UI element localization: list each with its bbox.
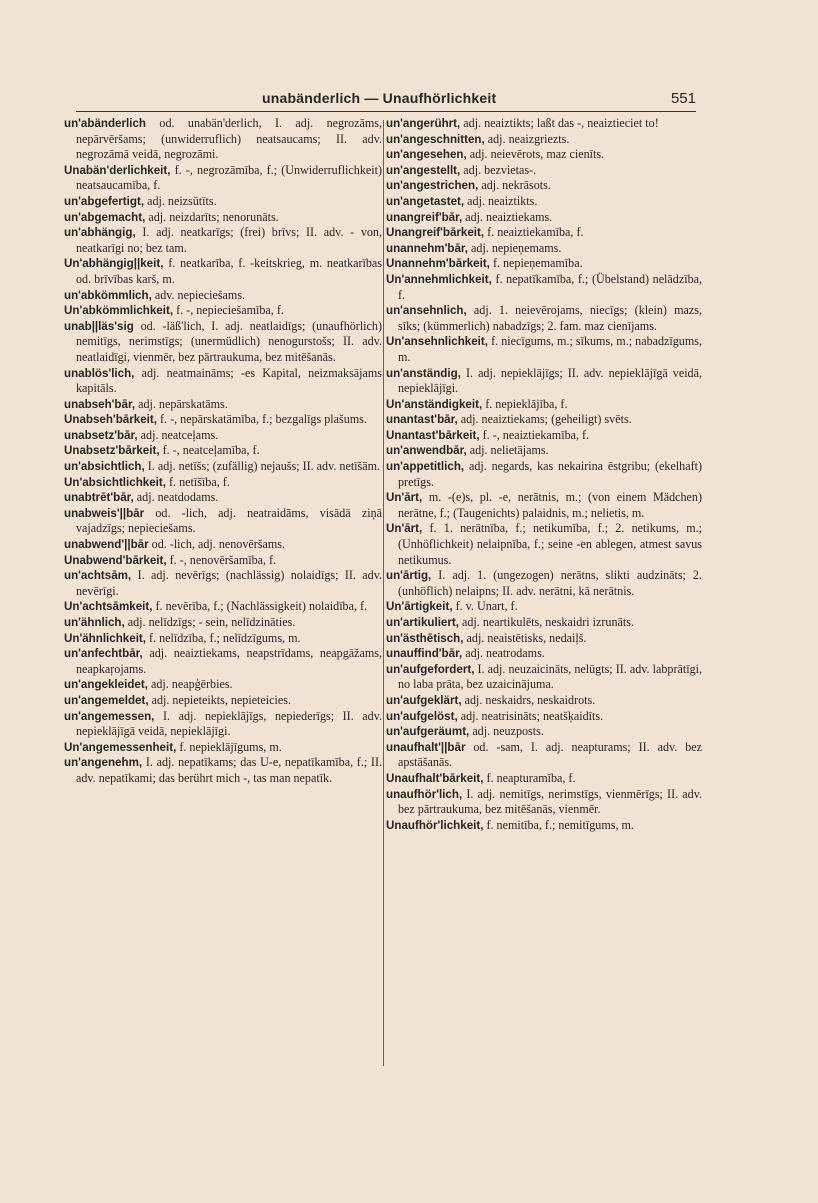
entry-definition: adj. neaizgriezts. — [487, 131, 570, 146]
page-number: 551 — [670, 90, 696, 107]
entry-definition: I. adj. netīšs; (zufällig) nejaušs; II. adv. netīšām. — [147, 459, 381, 474]
dictionary-entry — [386, 132, 702, 148]
right-column — [386, 116, 702, 833]
dictionary-entry — [64, 366, 382, 397]
entry-headword: Unabän'derlichkeit, — [64, 163, 171, 177]
entry-headword: unannehm'bār, — [386, 241, 468, 255]
dictionary-entry — [386, 615, 702, 631]
entry-definition: adj. nepārskatāms. — [138, 396, 228, 411]
entry-headword: un'absichtlich, — [64, 460, 145, 474]
entry-headword: unabtrēt'bār, — [64, 491, 134, 505]
entry-definition: adj. nelīdzīgs; - sein, nelīdzināties. — [127, 615, 296, 629]
dictionary-entry — [64, 677, 382, 693]
entry-headword: Un'ārtigkeit, — [386, 600, 453, 614]
dictionary-entry — [64, 693, 382, 709]
entry-definition: adj. nelietājams. — [469, 443, 549, 458]
entry-definition: f. nepieklājība, f. — [485, 396, 568, 411]
dictionary-entry — [64, 599, 382, 615]
entry-definition: f. neapturamība, f. — [486, 770, 576, 785]
dictionary-entry — [64, 210, 382, 226]
entry-definition: f. nepieņemamība. — [492, 256, 583, 271]
entry-headword: Un'absichtlichkeit, — [64, 475, 166, 489]
dictionary-entry — [386, 693, 702, 709]
dictionary-entry — [386, 662, 702, 693]
dictionary-entry — [64, 194, 382, 210]
dictionary-entry — [64, 631, 382, 647]
entry-headword: Un'anständigkeit, — [386, 397, 483, 411]
entry-headword: unab||läs'sig — [64, 319, 134, 333]
entry-definition: adj. nepieteikts, nepieteicies. — [151, 692, 291, 707]
entry-definition: od. -sam, I. adj. neapturams; II. adv. bez apstāšanās. — [398, 739, 702, 770]
entry-headword: un'aufgefordert, — [386, 662, 475, 676]
entry-definition: m. -(e)s, pl. -e, nerātnis, m.; (von einem Mädchen) nerātne, f.; (Taugenichts) palaidnis, m.; nelietis, m. — [398, 490, 702, 520]
entry-headword: unabwend'||bār — [64, 538, 149, 552]
entry-definition: adj. neaiztikts; laßt das -, neaiztieciet to! — [463, 116, 659, 130]
entry-definition: adv. nepieciešams. — [154, 287, 246, 302]
dictionary-entry — [64, 319, 382, 366]
entry-headword: un'ästhētisch, — [386, 631, 464, 645]
entry-headword: un'abhängig, — [64, 226, 136, 240]
entry-headword: Un'achtsāmkeit, — [64, 600, 153, 614]
entry-definition: I. adj. nevērīgs; (nachlässig) nolaidīgs; II. adv. nevērīgi. — [76, 568, 382, 598]
dictionary-entry — [64, 506, 382, 537]
entry-headword: un'anwendbār, — [386, 444, 467, 458]
entry-definition: adj. negards, kas nekairina ēstgribu; (ekelhaft) pretīgs. — [398, 459, 703, 489]
entry-definition: f. -, nepārskatāmība, f.; bezgalīgs plašums. — [160, 412, 367, 427]
entry-headword: Un'angemessenheit, — [64, 740, 177, 754]
entry-definition: adj. neaiztikts. — [467, 193, 538, 208]
dictionary-entry — [64, 412, 382, 428]
entry-headword: un'angekleidet, — [64, 678, 148, 692]
entry-headword: Un'ārt, — [386, 522, 423, 536]
dictionary-entry — [386, 771, 702, 787]
header-rule — [76, 111, 696, 112]
entry-headword: un'ähnlich, — [64, 616, 125, 629]
entry-headword: un'angeschnitten, — [386, 132, 485, 146]
entry-definition: adj. neizdarīts; nenorunāts. — [148, 209, 279, 224]
entry-headword: Un'abhängig||keit, — [64, 257, 164, 271]
entry-headword: Unaufhör'lichkeit, — [386, 818, 484, 832]
entry-definition: I. adj. neuzaicināts, nelūgts; II. adv. labprātīgi, no laba prāta, bez uzaicinājuma. — [398, 661, 702, 692]
entry-definition: od. -läß'lich, I. adj. neatlaidīgs; (unaufhörlich) nemitīgs, nerimstīgs; (unermüdlich) nenogurstošs; II. adv. neatlaidīgi, vienmēr, bez pārtraukuma, bez mitēšanās. — [76, 318, 382, 364]
entry-definition: adj. neatrisināts; neatšķaidīts. — [460, 708, 604, 723]
entry-headword: unabsetz'bār, — [64, 428, 138, 442]
dictionary-entry — [64, 490, 382, 506]
entry-headword: Un'ārt, — [386, 491, 423, 505]
entry-headword: un'achtsām, — [64, 569, 132, 583]
dictionary-entry — [64, 225, 382, 256]
entry-definition: adj. nekrāsots. — [481, 178, 551, 193]
dictionary-entry — [386, 412, 702, 428]
dictionary-entry — [386, 334, 702, 365]
entry-definition: adj. neatdodams. — [136, 490, 219, 505]
entry-definition: od. -lich, adj. neatraidāms, visādā ziņā vajadzīgs; nepieciešams. — [76, 505, 382, 536]
running-header-title: unabänderlich — Unaufhörlichkeit — [262, 90, 497, 106]
entry-headword: Unaufhalt'bārkeit, — [386, 771, 484, 785]
entry-definition: f. -, nepieciešamība, f. — [176, 303, 284, 318]
entry-definition: adj. 1. neievērojams, niecīgs; (klein) mazs, sīks; (kümmerlich) nabadzīgs; 2. fam. maz cienījams. — [398, 303, 702, 333]
entry-headword: Unangreif'bārkeit, — [386, 226, 485, 240]
dictionary-entry — [386, 724, 702, 740]
dictionary-entry — [386, 163, 702, 179]
entry-headword: un'angenehm, — [64, 756, 143, 770]
entry-headword: un'abkömmlich, — [64, 288, 152, 302]
entry-definition: adj. neaiztiekams. — [465, 209, 553, 224]
entry-headword: un'ārtig, — [386, 569, 432, 583]
entry-headword: un'aufgeklärt, — [386, 693, 462, 707]
dictionary-entry — [64, 116, 382, 163]
dictionary-entry — [386, 428, 702, 444]
entry-definition: adj. neaiztiekams; (geheiligt) svēts. — [460, 412, 632, 427]
entry-definition: f. nelīdzība, f.; nelīdzīgums, m. — [149, 630, 301, 645]
entry-headword: unantast'bār, — [386, 413, 458, 427]
entry-definition: adj. neaistētisks, nedaiļš. — [466, 630, 587, 645]
entry-headword: un'ansehnlich, — [386, 304, 467, 318]
entry-definition: f. nepatīkamība, f.; (Übelstand) nelādzība, f. — [398, 271, 703, 302]
entry-definition: adj. neievērots, maz cienīts. — [469, 147, 605, 162]
entry-headword: Un'annehmlichkeit, — [386, 272, 492, 286]
entry-headword: Unabwend'bārkeit, — [64, 553, 167, 567]
entry-definition: adj. neskaidrs, neskaidrots. — [464, 692, 596, 707]
dictionary-entry — [386, 272, 702, 303]
dictionary-entry — [64, 459, 382, 475]
entry-definition: I. adj. nepieklājīgs; II. adv. nepieklājīgā veidā, nepieklājīgi. — [398, 365, 702, 396]
entry-headword: Unabsetz'bārkeit, — [64, 444, 160, 458]
dictionary-entry — [64, 475, 382, 491]
dictionary-entry — [386, 740, 702, 771]
dictionary-entry — [386, 521, 702, 568]
entry-definition: f. -, neatceļamība, f. — [162, 443, 260, 458]
entry-headword: Un'ähnlichkeit, — [64, 631, 146, 645]
left-column — [64, 116, 382, 787]
dictionary-entry — [386, 194, 702, 210]
dictionary-entry — [386, 116, 702, 132]
dictionary-entry — [386, 568, 702, 599]
dictionary-entry — [386, 459, 702, 490]
entry-headword: un'angestellt, — [386, 163, 461, 177]
dictionary-entry — [64, 303, 382, 319]
entry-definition: adj. neatceļams. — [140, 427, 219, 442]
entry-definition: f. nemitība, f.; nemitīgums, m. — [486, 817, 634, 832]
dictionary-entry — [386, 709, 702, 725]
column-divider — [383, 120, 384, 1066]
entry-definition: I. adj. nepieklājīgs, nepiederīgs; II. adv. nepieklājīgā veidā, nepieklājīgi. — [76, 708, 382, 739]
entry-definition: adj. neuzposts. — [472, 724, 544, 739]
dictionary-entry — [386, 241, 702, 257]
entry-headword: un'aufgelöst, — [386, 709, 458, 723]
entry-headword: un'angemeldet, — [64, 693, 149, 707]
entry-headword: un'angemessen, — [64, 709, 155, 723]
entry-headword: un'anfechtbār, — [64, 647, 143, 661]
dictionary-entry — [386, 256, 702, 272]
entry-definition: adj. neatrodams. — [465, 646, 545, 661]
entry-definition: od. unabän'derlich, I. adj. negrozāms, nepārvēršams; (unwiderruflich) neatsaucams; II. adv. negrozāmā veidā, negrozāmi. — [76, 116, 382, 162]
running-header — [70, 88, 696, 110]
entry-headword: unangreif'bār, — [386, 210, 463, 224]
entry-definition: adj. neapģērbies. — [150, 677, 233, 692]
entry-headword: Unannehm'bārkeit, — [386, 257, 490, 271]
entry-headword: un'appetitlich, — [386, 460, 465, 474]
entry-definition: adj. bezvietas-. — [463, 162, 537, 177]
dictionary-entry — [386, 443, 702, 459]
dictionary-entry — [386, 631, 702, 647]
dictionary-entry — [64, 537, 382, 553]
dictionary-entry — [386, 646, 702, 662]
entry-definition: I. adj. neatkarīgs; (frei) brīvs; II. adv. - von, neatkarīgi no; bez tam. — [76, 225, 383, 255]
entry-definition: f. neaiztiekamība, f. — [487, 225, 584, 240]
entry-headword: unabseh'bār, — [64, 397, 136, 411]
entry-headword: Un'abkömmlichkeit, — [64, 304, 174, 318]
entry-definition: f. nepieklājīgums, m. — [179, 739, 282, 754]
entry-definition: f. -, nenovēršamība, f. — [169, 552, 277, 567]
entry-headword: un'aufgeräumt, — [386, 725, 470, 739]
entry-definition: I. adj. 1. (ungezogen) nerātns, slikti audzināts; 2. (unhöflich) nelaipns; II. adv. nerātni, kā nerātnis. — [398, 568, 702, 598]
dictionary-entry — [386, 366, 702, 397]
entry-definition: adj. nepieņemams. — [471, 240, 562, 255]
dictionary-entry — [386, 490, 702, 521]
entry-definition: adj. neizsūtīts. — [147, 193, 217, 208]
dictionary-entry — [386, 818, 702, 834]
entry-headword: unauffind'bār, — [386, 647, 463, 661]
entry-headword: Unabseh'bārkeit, — [64, 413, 157, 427]
entry-definition: od. -lich, adj. nenovēršams. — [151, 537, 285, 552]
entry-headword: unablös'lich, — [64, 366, 135, 380]
dictionary-entry — [64, 615, 382, 631]
dictionary-entry — [64, 163, 382, 194]
entry-definition: adj. neatmaināms; -es Kapital, neizmaksājams kapitāls. — [76, 365, 382, 396]
dictionary-entry — [386, 210, 702, 226]
dictionary-entry — [64, 646, 382, 677]
entry-headword: un'artikuliert, — [386, 616, 459, 629]
entry-headword: unaufhalt'||bār — [386, 740, 466, 754]
entry-headword: un'anständig, — [386, 366, 461, 380]
entry-definition: f. -, neaiztiekamība, f. — [482, 427, 590, 442]
entry-definition: adj. neartikulēts, neskaidri izrunāts. — [462, 615, 634, 629]
dictionary-entry — [64, 709, 382, 740]
entry-headword: Un'ansehnlichkeit, — [386, 335, 488, 349]
entry-definition: f. 1. nerātnība, f.; netikumība, f.; 2. netikums, m.; (Unhöflichkeit) nelaipnība, f.; seine -en ablegen, atmest savus netikumus. — [398, 521, 702, 567]
entry-definition: f. v. Unart, f. — [455, 599, 518, 614]
entry-headword: Unantast'bārkeit, — [386, 428, 480, 442]
entry-definition: f. netīšība, f. — [169, 474, 230, 489]
dictionary-entry — [64, 568, 382, 599]
dictionary-entry — [386, 147, 702, 163]
entry-headword: un'abänderlich — [64, 117, 146, 130]
dictionary-entry — [64, 553, 382, 569]
entry-headword: un'angesehen, — [386, 148, 467, 162]
dictionary-entry — [64, 740, 382, 756]
entry-headword: un'angetastet, — [386, 194, 465, 208]
dictionary-entry — [386, 397, 702, 413]
entry-headword: un'abgemacht, — [64, 210, 146, 224]
entry-definition: f. -, negrozāmība, f.; (Unwiderruflichkeit) neatsaucamība, f. — [76, 162, 382, 193]
dictionary-entry — [386, 178, 702, 194]
dictionary-entry — [64, 428, 382, 444]
entry-definition: I. adj. nemitīgs, nerimstīgs, vienmērīgs; II. adv. bez pārtraukuma, bez mitēšanās, vienmēr. — [398, 786, 702, 817]
dictionary-entry — [386, 599, 702, 615]
entry-headword: unaufhör'lich, — [386, 787, 463, 801]
entry-headword: unabweis'||bār — [64, 506, 145, 520]
dictionary-entry — [64, 443, 382, 459]
entry-definition: I. adj. nepatīkams; das U-e, nepatīkamība, f.; II. adv. nepatīkami; das berührt mich -, tas man nepatīk. — [76, 755, 382, 785]
dictionary-entry — [64, 397, 382, 413]
dictionary-entry — [64, 256, 382, 287]
dictionary-entry — [386, 303, 702, 334]
entry-headword: un'angerührt, — [386, 117, 461, 130]
dictionary-entry — [386, 225, 702, 241]
entry-definition: f. nevērība, f.; (Nachlässigkeit) nolaidība, f. — [155, 599, 368, 614]
entry-headword: un'abgefertigt, — [64, 194, 145, 208]
dictionary-entry — [64, 755, 382, 786]
entry-headword: un'angestrichen, — [386, 179, 479, 193]
dictionary-entry — [386, 787, 702, 818]
dictionary-entry — [64, 288, 382, 304]
entry-definition: f. niecīgums, m.; sīkums, m.; nabadzīgums, m. — [398, 334, 702, 364]
entry-definition: f. neatkarība, f. -keitskrieg, m. neatkarības od. brīvības karš, m. — [76, 256, 382, 286]
entry-definition: adj. neaiztiekams, neapstrīdams, neapgāžams, neapkaŗojams. — [76, 646, 382, 676]
